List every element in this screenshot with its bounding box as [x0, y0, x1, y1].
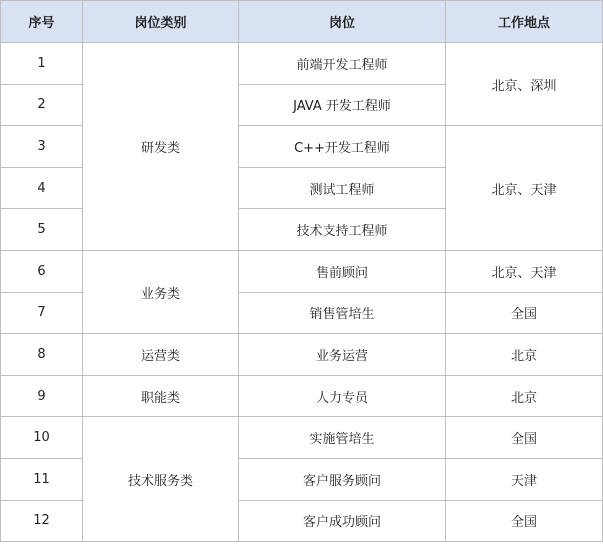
- serial-cell: 2: [1, 84, 83, 126]
- location-cell: 北京、天津: [446, 250, 603, 292]
- category-cell: 技术服务类: [83, 417, 239, 542]
- table-row: [1, 417, 603, 459]
- position-cell: 售前顾问: [239, 250, 446, 292]
- location-cell: 北京、深圳: [446, 43, 603, 126]
- serial-cell: 7: [1, 292, 83, 334]
- table-row: [1, 334, 603, 376]
- serial-cell: 8: [1, 334, 83, 376]
- serial-cell: 1: [1, 43, 83, 85]
- location-cell: 全国: [446, 292, 603, 334]
- serial-cell: 12: [1, 500, 83, 542]
- header-category: 岗位类别: [83, 1, 239, 43]
- position-cell: JAVA 开发工程师: [239, 84, 446, 126]
- location-cell: 天津: [446, 458, 603, 500]
- position-cell: 技术支持工程师: [239, 209, 446, 251]
- category-cell: 职能类: [83, 375, 239, 417]
- serial-cell: 3: [1, 126, 83, 168]
- table-row: [1, 43, 603, 85]
- position-cell: 客户成功顾问: [239, 500, 446, 542]
- location-cell: 全国: [446, 417, 603, 459]
- serial-cell: 4: [1, 167, 83, 209]
- table-row: [1, 250, 603, 292]
- position-cell: 实施管培生: [239, 417, 446, 459]
- category-cell: 研发类: [83, 43, 239, 251]
- category-cell: 运营类: [83, 334, 239, 376]
- header-position: 岗位: [239, 1, 446, 43]
- category-cell: 业务类: [83, 250, 239, 333]
- location-cell: 北京、天津: [446, 126, 603, 251]
- serial-cell: 11: [1, 458, 83, 500]
- position-cell: 业务运营: [239, 334, 446, 376]
- serial-cell: 6: [1, 250, 83, 292]
- table-header-row: [1, 1, 603, 43]
- position-cell: 测试工程师: [239, 167, 446, 209]
- location-cell: 北京: [446, 375, 603, 417]
- table-row: [1, 375, 603, 417]
- position-cell: 前端开发工程师: [239, 43, 446, 85]
- location-cell: 北京: [446, 334, 603, 376]
- serial-cell: 9: [1, 375, 83, 417]
- position-cell: 人力专员: [239, 375, 446, 417]
- location-cell: 全国: [446, 500, 603, 542]
- header-serial: 序号: [1, 1, 83, 43]
- position-cell: 客户服务顾问: [239, 458, 446, 500]
- header-location: 工作地点: [446, 1, 603, 43]
- serial-cell: 10: [1, 417, 83, 459]
- serial-cell: 5: [1, 209, 83, 251]
- position-cell: 销售管培生: [239, 292, 446, 334]
- position-cell: C++开发工程师: [239, 126, 446, 168]
